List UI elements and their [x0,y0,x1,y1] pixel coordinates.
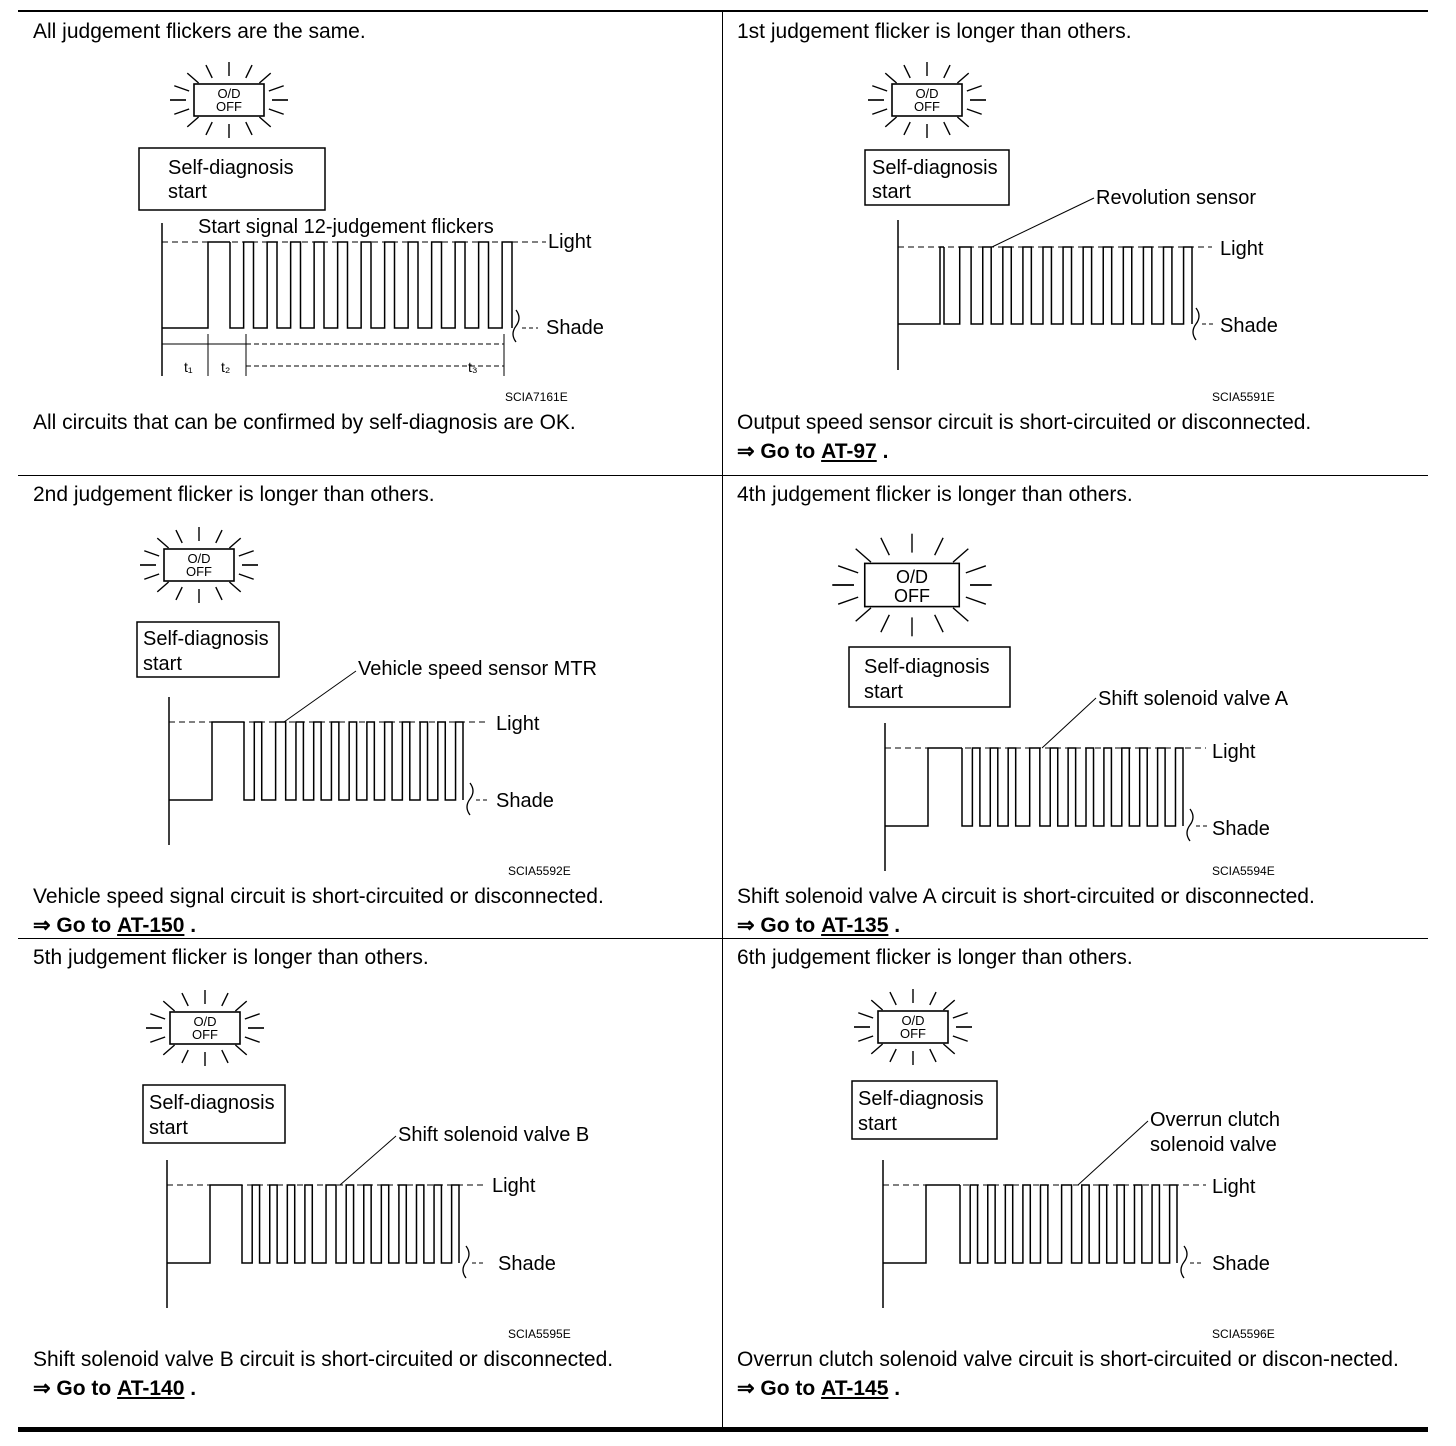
flicker-pulse-train [962,748,1183,826]
lamp-ray [904,122,910,135]
lamp-ray [229,538,240,548]
result-text: Overrun clutch solenoid valve circuit is short-circuited or discon-nected. ⇒ Go to AT-145 . [737,1348,1399,1400]
lamp-ray [858,1036,873,1041]
panel-heading: 2nd judgement flicker is longer than others. [33,483,435,506]
shade-label: Shade [546,317,604,339]
start-box-line1: Self-diagnosis [149,1092,275,1114]
t3-label: t₃ [468,359,478,375]
result-text: Shift solenoid valve B circuit is short-circuited or disconnected. ⇒ Go to AT-140 . [33,1348,614,1400]
lamp-ray [881,538,889,555]
lamp-ray [881,615,889,632]
lamp-ray [187,117,198,127]
start-box-line2: start [149,1117,188,1139]
lamp-ray [157,582,168,592]
lamp-ray [957,73,968,83]
lamp-ray [953,1013,968,1018]
figure-caption: SCIA7161E [505,390,568,404]
lamp-ray [953,549,968,562]
lamp-ray [144,574,159,579]
lamp-ray [229,582,240,592]
start-box-line1: Self-diagnosis [864,656,990,678]
go-to-link[interactable]: AT-140 [117,1377,185,1400]
go-to-link[interactable]: AT-145 [821,1377,889,1400]
lamp-ray [904,65,910,78]
start-box-line2: start [872,181,911,203]
light-label: Light [1220,238,1264,260]
lamp-ray [943,1000,954,1010]
lamp-ray [222,1050,228,1063]
timing-diagram [18,12,722,412]
lamp-ray [259,73,270,83]
light-label: Light [548,231,592,253]
lamp-label-off: OFF [894,586,930,606]
lamp-ray [246,122,252,135]
lamp-ray [838,597,858,604]
panel-heading: 6th judgement flicker is longer than others. [737,946,1133,969]
od-off-lamp [854,989,972,1065]
panel-1st-longer [722,12,1426,475]
lamp-label-off: OFF [900,1026,926,1041]
callout-label: Shift solenoid valve B [398,1124,590,1146]
lamp-ray [206,122,212,135]
panel-heading: All judgement flickers are the same. [33,20,366,43]
lamp-ray [856,549,871,562]
flicker-pulse-train [944,247,1192,324]
lamp-ray [957,117,968,127]
light-label: Light [496,713,540,735]
panel-5th-longer [18,938,722,1401]
lamp-ray [174,109,189,114]
lamp-ray [967,86,982,91]
od-off-lamp [146,990,264,1066]
lamp-ray [269,109,284,114]
lamp-ray [885,117,896,127]
lamp-ray [150,1037,165,1042]
lamp-label-od: O/D [915,86,939,101]
flicker-pulse-train [244,722,463,800]
lamp-ray [966,597,986,604]
result-text: Shift solenoid valve A circuit is short-circuited or disconnected. ⇒ Go to AT-135 . [737,885,1315,937]
timing-diagram [722,475,1426,878]
lamp-ray [174,86,189,91]
lamp-ray [157,538,168,548]
result-text: All circuits that can be confirmed by self-diagnosis are OK. [33,411,576,434]
timing-diagram [18,938,722,1341]
shade-label: Shade [498,1253,556,1275]
flicker-pulse-train [960,1185,1177,1263]
od-off-lamp [170,62,288,138]
timing-diagram [722,938,1426,1341]
panel-6th-longer [722,938,1426,1401]
lamp-label-od: O/D [217,86,241,101]
result-text: Output speed sensor circuit is short-circuited or disconnected. ⇒ Go to AT-97 . [737,411,1312,463]
lamp-ray [216,587,222,600]
lamp-ray [245,1037,260,1042]
figure-caption: SCIA5594E [1212,864,1275,878]
lamp-ray [930,992,936,1005]
lamp-ray [885,73,896,83]
shade-label: Shade [1212,818,1270,840]
lamp-ray [182,1050,188,1063]
lamp-ray [245,1014,260,1019]
figure-caption: SCIA5596E [1212,1327,1275,1341]
lamp-ray [144,551,159,556]
light-label: Light [1212,1176,1256,1198]
lamp-label-off: OFF [216,99,242,114]
shade-label: Shade [1212,1253,1270,1275]
lamp-ray [890,992,896,1005]
go-to-link[interactable]: AT-150 [117,914,185,937]
t2-label: t₂ [221,359,231,375]
lamp-label-od: O/D [901,1013,925,1028]
lamp-ray [953,608,968,621]
start-box-line2: start [858,1113,897,1135]
callout-label: Shift solenoid valve A [1098,688,1289,710]
lamp-ray [838,566,858,573]
callout-label-line2: solenoid valve [1150,1134,1277,1156]
start-box-line1: Self-diagnosis [168,157,294,179]
lamp-ray [246,65,252,78]
panel-heading: 4th judgement flicker is longer than others. [737,483,1133,506]
lamp-ray [176,530,182,543]
lamp-ray [856,608,871,621]
lamp-ray [943,1044,954,1054]
callout-leader [1078,1121,1148,1185]
lamp-ray [269,86,284,91]
callout-label: Vehicle speed sensor MTR [358,658,598,680]
od-off-lamp [140,527,258,603]
go-to-link[interactable]: AT-135 [821,914,889,937]
figure-caption: SCIA5592E [508,864,571,878]
lamp-label-off: OFF [192,1027,218,1042]
lamp-ray [182,993,188,1006]
judgement-flicker-table [18,10,1428,1432]
start-box-line1: Self-diagnosis [143,628,269,650]
flicker-pulse-train [230,242,512,328]
start-box-line2: start [168,181,207,203]
flicker-pulse-train [242,1185,459,1263]
start-signal-label: Start signal 12-judgement flickers [198,216,494,238]
light-label: Light [1212,741,1256,763]
figure-caption: SCIA5595E [508,1327,571,1341]
start-box-line1: Self-diagnosis [858,1088,984,1110]
lamp-ray [235,1001,246,1011]
lamp-ray [176,587,182,600]
shade-label: Shade [1220,315,1278,337]
t1-label: t₁ [184,359,193,375]
lamp-ray [966,566,986,573]
lamp-ray [239,574,254,579]
lamp-ray [206,65,212,78]
lamp-ray [239,551,254,556]
lamp-ray [871,1000,882,1010]
lamp-ray [871,1044,882,1054]
lamp-ray [967,109,982,114]
lamp-ray [163,1001,174,1011]
start-box-line2: start [864,681,903,703]
timing-diagram [18,475,722,878]
lamp-ray [259,117,270,127]
timing-arrows [162,334,504,376]
lamp-ray [216,530,222,543]
start-box-line1: Self-diagnosis [872,157,998,179]
lamp-label-od: O/D [187,551,211,566]
panel-2nd-longer [18,475,722,938]
lamp-ray [187,73,198,83]
start-box-line2: start [143,653,182,675]
lamp-ray [935,538,943,555]
panel-heading: 5th judgement flicker is longer than others. [33,946,429,969]
callout-label-line1: Overrun clutch [1150,1109,1281,1131]
lamp-ray [235,1045,246,1055]
callout-leader [340,1136,396,1185]
lamp-ray [953,1036,968,1041]
shade-label: Shade [496,790,554,812]
lamp-ray [935,615,943,632]
lamp-label-od: O/D [895,567,929,587]
lamp-ray [944,122,950,135]
lamp-ray [872,86,887,91]
callout-label: Revolution sensor [1096,187,1257,209]
lamp-ray [890,1049,896,1062]
go-to-link[interactable]: AT-97 [821,440,877,463]
lamp-ray [872,109,887,114]
result-text: Vehicle speed signal circuit is short-circuited or disconnected. ⇒ Go to AT-150 . [33,885,604,937]
timing-diagram [722,12,1426,412]
lamp-ray [163,1045,174,1055]
lamp-ray [222,993,228,1006]
lamp-label-off: OFF [914,99,940,114]
panel-4th-longer [722,475,1426,938]
lamp-ray [944,65,950,78]
lamp-label-od: O/D [193,1014,217,1029]
light-label: Light [492,1175,536,1197]
lamp-label-off: OFF [186,564,212,579]
callout-leader [1042,698,1096,748]
callout-leader [284,671,356,722]
panel-heading: 1st judgement flicker is longer than others. [737,20,1132,43]
lamp-ray [930,1049,936,1062]
od-off-lamp [832,534,991,637]
panel-all-same [18,12,722,475]
lamp-ray [150,1014,165,1019]
od-off-lamp [868,62,986,138]
figure-caption: SCIA5591E [1212,390,1275,404]
lamp-ray [858,1013,873,1018]
